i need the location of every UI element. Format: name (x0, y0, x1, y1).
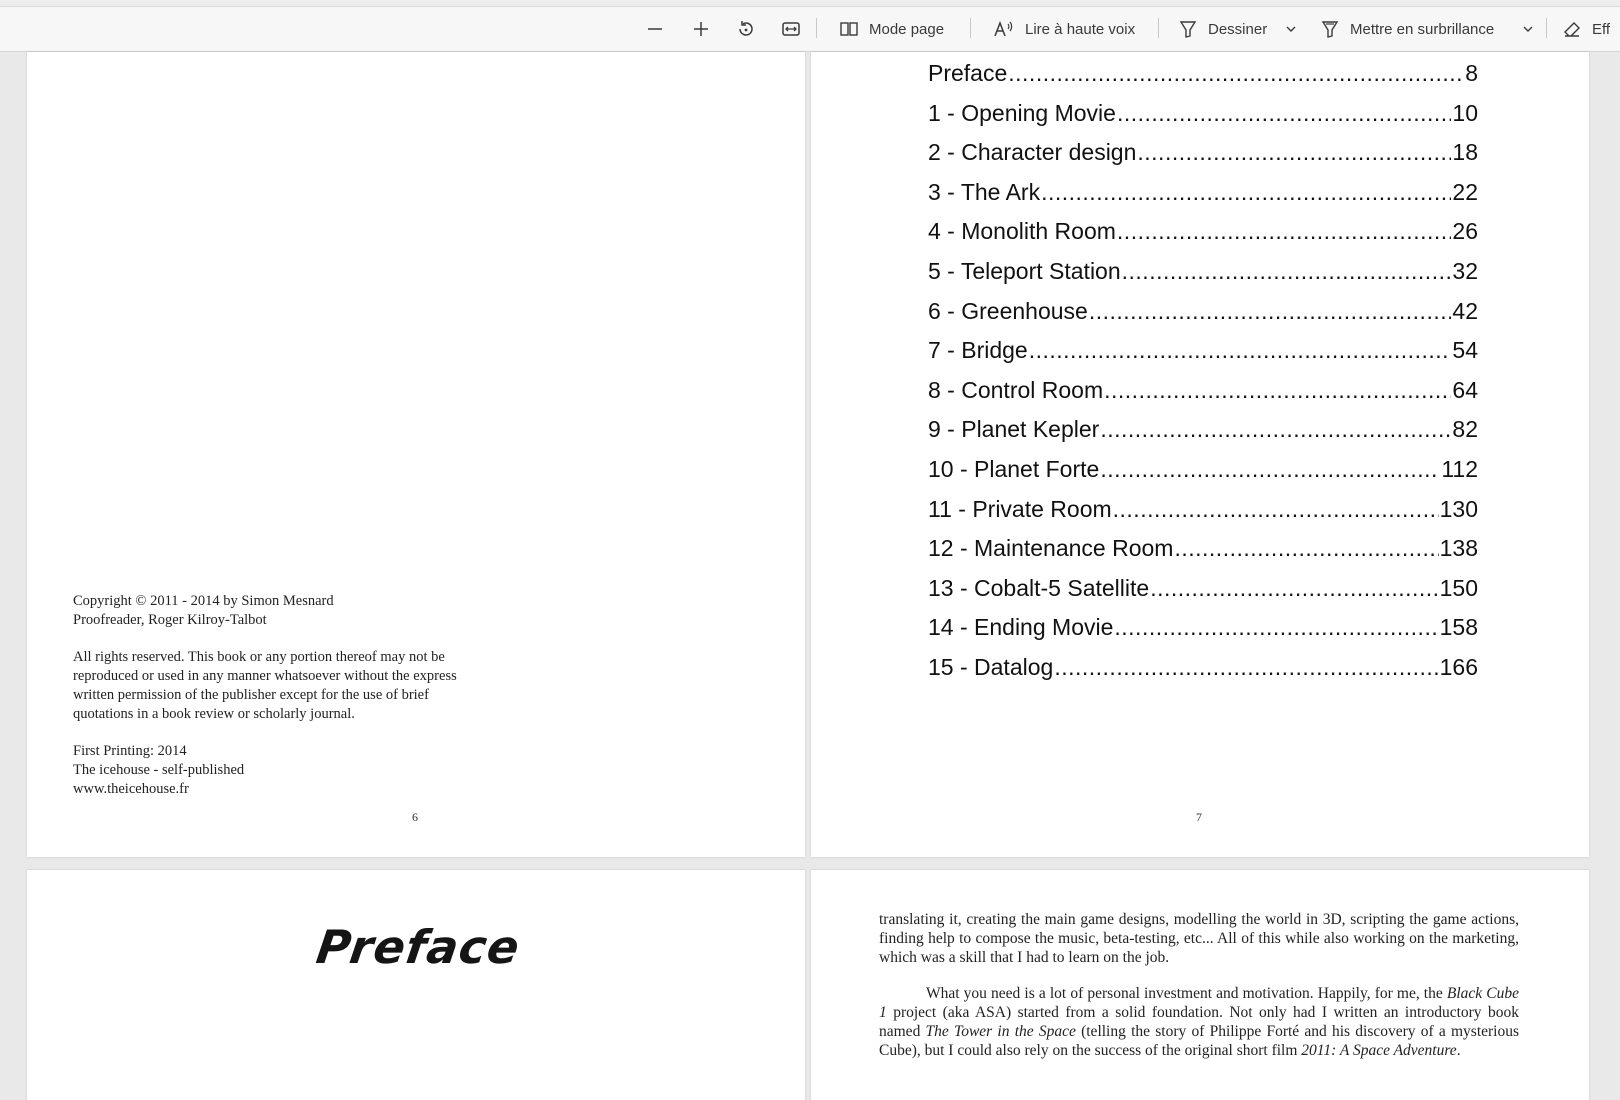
toc-leader-dots (1041, 179, 1451, 206)
page-mode-icon (839, 19, 859, 39)
toc-leader-dots (1137, 139, 1451, 166)
toc-entry-title: 6 - Greenhouse (928, 297, 1088, 324)
copyright-block (73, 592, 473, 799)
toc-entry (928, 377, 1478, 417)
toc-entry-title: 8 - Control Room (928, 376, 1104, 403)
zoom-out-button[interactable] (646, 14, 664, 44)
pdf-page-7 (811, 52, 1589, 857)
paragraph (879, 984, 1519, 1060)
toc-entry (928, 298, 1478, 338)
toc-leader-dots (1100, 416, 1451, 443)
toc-entry-page: 8 (1465, 60, 1478, 86)
toc-leader-dots (1174, 535, 1438, 562)
minus-icon (646, 20, 664, 38)
text-run: What you need is a lot of personal investment and motivation. Happily, for me, the (926, 985, 1447, 1002)
toc-entry-title: 7 - Bridge (928, 337, 1028, 364)
toc-entry-page: 10 (1452, 99, 1478, 126)
toc-leader-dots (1117, 218, 1451, 245)
toc-entry (928, 139, 1478, 179)
toc-entry (928, 496, 1478, 536)
toc-entry-page: 130 (1439, 495, 1478, 522)
toc-entry-title: 11 - Private Room (928, 495, 1112, 522)
read-aloud-label: Lire à haute voix (1025, 20, 1136, 38)
toc-leader-dots (1089, 298, 1452, 325)
toc-entry-title: Preface (928, 60, 1008, 86)
highlighter-icon (1320, 19, 1340, 39)
toc-leader-dots (1150, 575, 1438, 602)
toc-entry-page: 32 (1452, 257, 1478, 284)
toc-leader-dots (1122, 258, 1452, 285)
toolbar-divider (970, 18, 971, 38)
toc-leader-dots (1008, 60, 1464, 87)
pdf-toolbar (0, 0, 1620, 52)
erase-button[interactable] (1562, 14, 1610, 44)
read-aloud-button[interactable] (993, 14, 1135, 44)
italic-title: Black Cube 1 (879, 985, 1519, 1021)
rights-statement: All rights reserved. This book or any portion thereof may not be reproduced or used in any manner whatsoever without the express written permission of the publisher except for the use of brief quotations in a book review or scholarly journal. (73, 649, 457, 722)
toc-entry-title: 13 - Cobalt-5 Satellite (928, 574, 1150, 601)
table-of-contents (928, 60, 1478, 694)
page-mode-button[interactable] (839, 14, 944, 44)
toc-entry-page: 18 (1452, 139, 1478, 166)
toolbar-divider (816, 18, 817, 38)
plus-icon (692, 20, 710, 38)
draw-pen-icon (1178, 19, 1198, 39)
toc-entry (928, 100, 1478, 140)
draw-label: Dessiner (1208, 20, 1268, 38)
toc-entry-title: 1 - Opening Movie (928, 99, 1116, 126)
rotate-icon (736, 19, 756, 39)
fit-width-icon (781, 19, 801, 39)
rotate-button[interactable] (736, 14, 756, 44)
draw-options-dropdown[interactable] (1285, 14, 1297, 44)
toc-leader-dots (1054, 654, 1438, 681)
toolbar-divider (1546, 18, 1547, 38)
toc-leader-dots (1104, 377, 1451, 404)
toc-entry-page: 138 (1439, 535, 1478, 562)
erase-label: Eff (1592, 20, 1611, 38)
toc-entry (928, 535, 1478, 575)
page-number: 7 (1196, 810, 1202, 824)
italic-title: The Tower in the Space (925, 1023, 1076, 1040)
preface-heading: Preface (313, 920, 524, 974)
toc-entry-page: 22 (1452, 178, 1478, 205)
toc-entry-page: 166 (1439, 653, 1478, 680)
toc-entry-title: 9 - Planet Kepler (928, 416, 1100, 443)
toc-entry (928, 456, 1478, 496)
publisher-line: The icehouse - self-published (73, 762, 245, 778)
pdf-page-6 (27, 52, 805, 857)
toc-entry (928, 337, 1478, 377)
page-number: 6 (412, 810, 418, 824)
read-aloud-icon (993, 19, 1015, 39)
printing-line: First Printing: 2014 (73, 743, 187, 759)
toc-entry (928, 60, 1478, 100)
toc-entry (928, 654, 1478, 694)
toc-entry (928, 218, 1478, 258)
toc-entry-page: 82 (1452, 416, 1478, 443)
fit-width-button[interactable] (781, 14, 801, 44)
toc-entry-title: 5 - Teleport Station (928, 257, 1121, 284)
toc-entry (928, 614, 1478, 654)
toc-entry-title: 15 - Datalog (928, 653, 1054, 680)
text-run: . (1456, 1042, 1461, 1059)
toc-entry-title: 4 - Monolith Room (928, 218, 1116, 245)
toc-entry (928, 179, 1478, 219)
pdf-page-9 (811, 870, 1589, 1100)
toc-entry-page: 64 (1452, 376, 1478, 403)
toc-leader-dots (1117, 100, 1451, 127)
page-mode-label: Mode page (869, 20, 945, 38)
pdf-page-8 (27, 870, 805, 1100)
toc-entry-page: 158 (1439, 614, 1478, 641)
toc-entry-page: 112 (1441, 455, 1478, 482)
proofreader-line: Proofreader, Roger Kilroy-Talbot (73, 612, 267, 628)
highlight-label: Mettre en surbrillance (1350, 20, 1495, 38)
chevron-down-icon (1285, 23, 1297, 35)
toc-entry-title: 14 - Ending Movie (928, 614, 1114, 641)
toc-entry-page: 42 (1452, 297, 1478, 324)
preface-body (879, 910, 1519, 1077)
toc-entry-title: 3 - The Ark (928, 178, 1041, 205)
toc-leader-dots (1113, 496, 1439, 523)
toc-leader-dots (1114, 614, 1438, 641)
highlight-button[interactable] (1320, 14, 1494, 44)
paragraph: translating it, creating the main game designs, modelling the world in 3D, scripting the game actions, finding help to compose the music, beta-testing, etc... All of this while also working on the marketing, which was a skill that I had to learn on the job. (879, 911, 1519, 966)
text-run: project (aka ASA) started from a solid foundation. Not only had I written an introductory book named (879, 1004, 1519, 1040)
toc-leader-dots (1029, 337, 1452, 364)
highlight-options-dropdown[interactable] (1522, 14, 1534, 44)
toolbar-divider (1158, 18, 1159, 38)
toc-entry-title: 12 - Maintenance Room (928, 535, 1174, 562)
chevron-down-icon (1522, 23, 1534, 35)
toc-entry (928, 416, 1478, 456)
toc-entry (928, 258, 1478, 298)
zoom-in-button[interactable] (692, 14, 710, 44)
toc-entry-page: 150 (1439, 574, 1478, 601)
text-run: (telling the story of Philippe Forté and his discovery of a mysterious Cube), but I could also rely on the success of the original short film (879, 1023, 1520, 1059)
toc-entry-page: 54 (1452, 337, 1478, 364)
website-line: www.theicehouse.fr (73, 781, 189, 797)
italic-title: 2011: A Space Adventure (1301, 1042, 1457, 1059)
toc-entry-title: 10 - Planet Forte (928, 455, 1100, 482)
eraser-icon (1562, 19, 1582, 39)
toc-entry-title: 2 - Character design (928, 139, 1137, 166)
toc-entry-page: 26 (1452, 218, 1478, 245)
toc-entry (928, 575, 1478, 615)
copyright-line: Copyright © 2011 - 2014 by Simon Mesnard (73, 593, 334, 609)
toc-leader-dots (1100, 456, 1440, 483)
toolbar-top-edge (0, 0, 1620, 7)
draw-button[interactable] (1178, 14, 1267, 44)
